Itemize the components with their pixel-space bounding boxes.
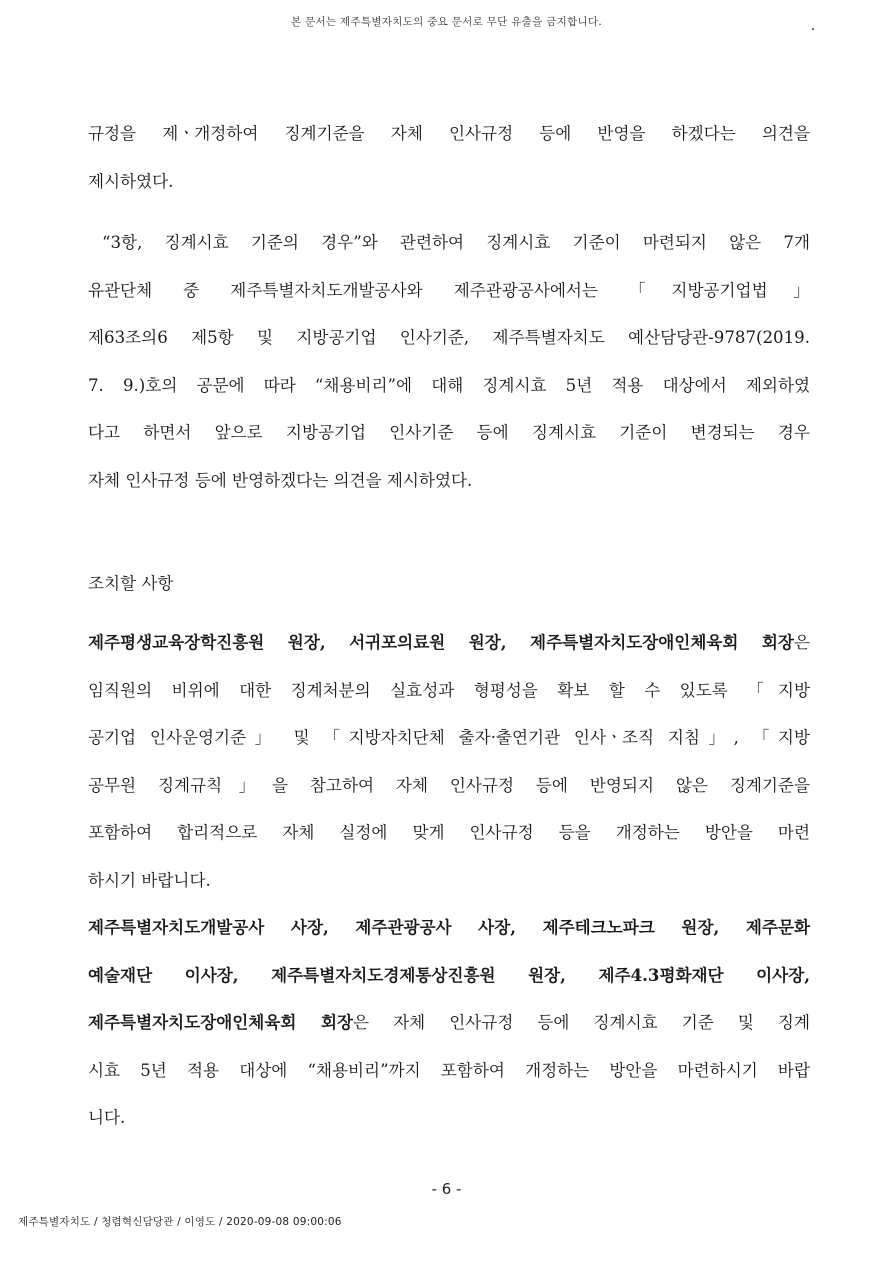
text-fragment: 은 자체 인사규정 등에 징계시효 기준 및 징계 <box>353 1013 810 1032</box>
paragraph-continuation <box>88 110 810 205</box>
text-line: 다고 하면서 앞으로 지방공기업 인사기준 등에 징계시효 기준이 변경되는 경우 <box>88 423 810 442</box>
text-line: 자체 인사규정 등에 반영하겠다는 의견을 제시하였다. <box>88 470 473 490</box>
text-line: 포함하여 합리적으로 자체 실정에 맞게 인사규정 등을 개정하는 방안을 마련 <box>88 823 810 842</box>
text-line <box>88 619 810 667</box>
text-line-bold: 예술재단 이사장, 제주특별자치도경제통상진흥원 원장, 제주4.3평화재단 이사장, <box>88 964 810 985</box>
page-number: - 6 - <box>431 1180 462 1198</box>
confidentiality-notice: 본 문서는 제주특별자치도의 중요 문서로 무단 유출을 금지합니다. <box>290 16 603 28</box>
scan-speck <box>812 28 814 30</box>
text-line-bold: 제주특별자치도개발공사 사장, 제주관광공사 사장, 제주테크노파크 원장, 제주문화 <box>88 917 810 937</box>
text-line: 하시기 바랍니다. <box>88 870 211 890</box>
bold-recipients: 제주특별자치도장애인체육회 회장 <box>88 1012 354 1032</box>
section-heading: 조치할 사항 <box>88 574 174 593</box>
text-line: 니다. <box>88 1108 126 1127</box>
text-line: 제63조의6 제5항 및 지방공기업 인사기준, 제주특별자치도 예산담당관-9787(2019. <box>88 328 810 347</box>
text-line <box>88 999 810 1047</box>
text-line: 공무원 징계규칙」을 참고하여 자체 인사규정 등에 반영되지 않은 징계기준을 <box>88 775 810 795</box>
text-line: 임직원의 비위에 대한 징계처분의 실효성과 형평성을 확보 할 수 있도록 「지방 <box>88 680 810 700</box>
text-line: 유관단체 중 제주특별자치도개발공사와 제주관광공사에서는 「지방공기업법」 <box>88 280 810 300</box>
text-line: 7. 9.)호의 공문에 따라 “채용비리”에 대해 징계시효 5년 적용 대상에서 제외하였 <box>88 375 810 395</box>
bold-recipients: 제주평생교육장학진흥원 원장, 서귀포의료원 원장, 제주특별자치도장애인체육회 회장 <box>88 632 794 652</box>
text-line: 제시하였다. <box>88 171 174 191</box>
text-line: 시효 5년 적용 대상에 “채용비리”까지 포함하여 개정하는 방안을 마련하시기 바랍 <box>88 1060 810 1080</box>
paragraph-disciplinary-period <box>88 219 810 504</box>
paragraph-action-2 <box>88 904 810 1142</box>
text-line: 규정을 제ㆍ개정하여 징계기준을 자체 인사규정 등에 반영을 하겠다는 의견을 <box>88 124 810 143</box>
paragraph-action-1 <box>88 619 810 904</box>
text-line: 공기업 인사운영기준」 및 「지방자치단체 출자·출연기관 인사ㆍ조직 지침」, 「지방 <box>88 728 810 747</box>
document-footer: 제주특별자치도 / 청렴혁신담당관 / 이영도 / 2020-09-08 09:00:06 <box>18 1216 342 1228</box>
text-fragment: 은 <box>793 633 810 652</box>
text-line: “3항, 징계시효 기준의 경우”와 관련하여 징계시효 기준이 마련되지 않은 7개 <box>102 233 810 252</box>
